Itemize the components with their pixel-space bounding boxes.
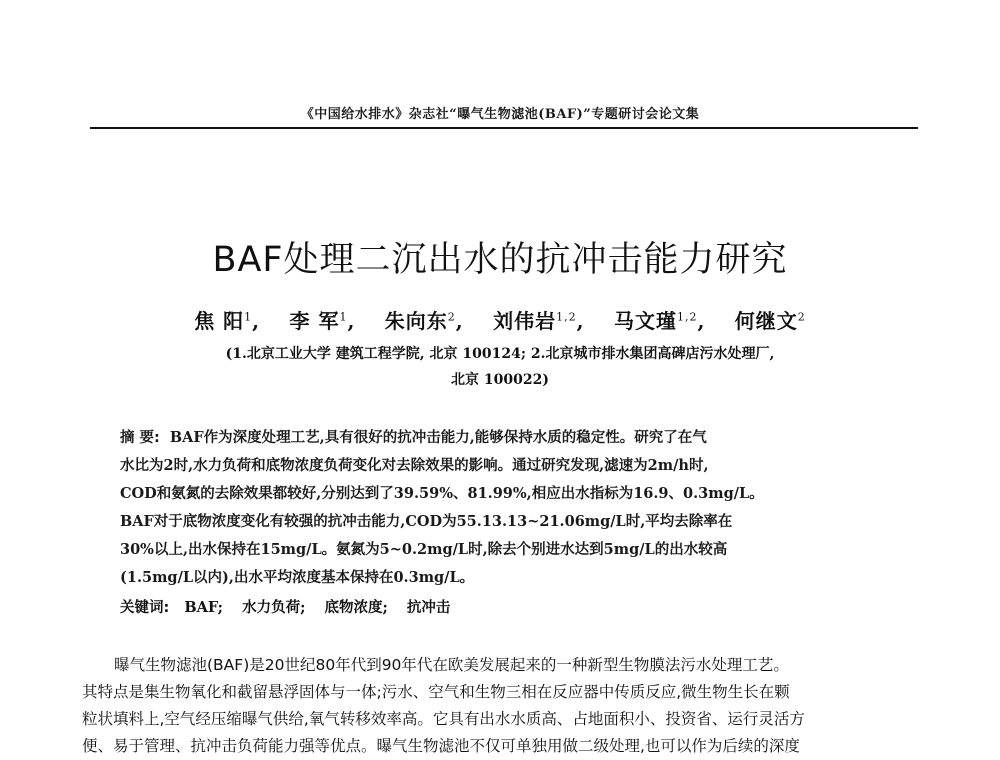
abstract-line: 摘 要: BAF作为深度处理工艺,具有很好的抗冲击能力,能够保持水质的稳定性。研究了在气 [120,429,707,446]
keyword: 抗冲击 [406,599,451,616]
author: 焦 阳$^1$, [194,309,261,333]
keywords [120,596,464,617]
abstract [120,424,892,592]
body-line: 曝气生物滤池(BAF)是20世纪80年代到90年代在欧美发展起来的一种新型生物膜法污水处理工艺。 [114,656,789,674]
affiliation-line: 北京 100022) [451,372,549,388]
author: 何继文$^2$ [734,309,806,333]
keyword: 水力负荷; [242,599,306,616]
body-line: 便、易于管理、抗冲击负荷能力强等优点。曝气生物滤池不仅可单独用做二级处理,也可以作为后续的深度 [82,737,800,755]
header-rule [90,127,918,129]
abstract-line: BAF对于底物浓度变化有较强的抗冲击能力,COD为55.13.13~21.06mg/L时,平均去除率在 [120,513,733,530]
abstract-line: 30%以上,出水保持在15mg/L。氨氮为5~0.2mg/L时,除去个别进水达到5mg/L的出水较高 [120,541,728,558]
running-head: 《中国给水排水》杂志社“曝气生物滤池(BAF)”专题研讨会论文集 [300,107,700,122]
abstract-line: COD和氨氮的去除效果都较好,分别达到了39.59%、81.99%,相应出水指标为16.9、0.3mg/L。 [120,485,764,502]
abstract-line: (1.5mg/L以内),出水平均浓度基本保持在0.3mg/L。 [120,569,475,586]
author: 李 军$^1$, [289,309,356,333]
keywords-label: 关键词: [120,600,170,616]
body-paragraph [82,652,920,760]
keyword: BAF; [184,599,224,616]
abstract-line: 水比为2时,水力负荷和底物浓度负荷变化对去除效果的影响。通过研究发现,滤速为2m/h时, [120,457,709,474]
author: 刘伟岩$^{1,2}$, [493,309,585,333]
paper-title: BAF处理二沉出水的抗冲击能力研究 [212,240,788,280]
author-list [0,305,1000,334]
keyword: 底物浓度; [324,599,388,616]
body-line: 粒状填料上,空气经压缩曝气供给,氧气转移效率高。它具有出水水质高、占地面积小、投资省、运行灵活方 [82,710,805,728]
affiliation-line: (1.北京工业大学 建筑工程学院, 北京 100124; 2.北京城市排水集团高碑店污水处理厂, [225,346,775,362]
abstract-label: 摘 要: [120,430,160,446]
body-line: 其特点是集生物氧化和截留悬浮固体与一体;污水、空气和生物三相在反应器中传质反应,微生物生长在颗 [82,683,790,701]
author: 马文瑾$^{1,2}$, [613,309,706,333]
author: 朱向东$^2$, [384,309,464,333]
